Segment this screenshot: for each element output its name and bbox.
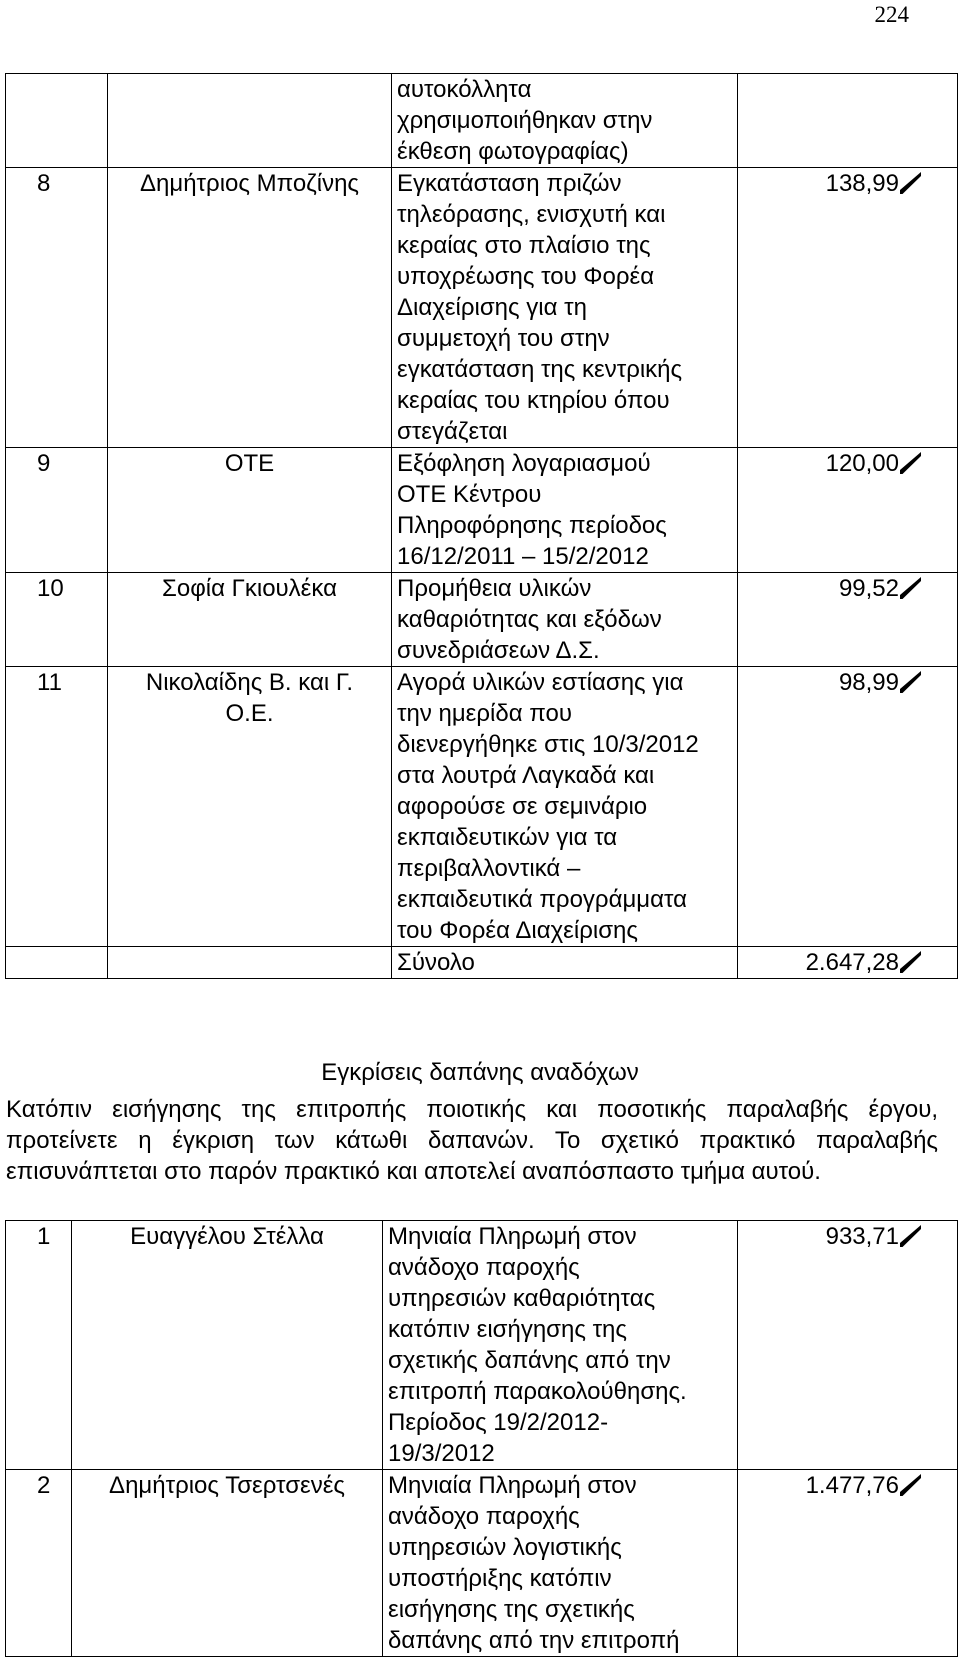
cell-line: Εξόφληση λογαριασμού xyxy=(397,450,651,477)
cell-line: την ημερίδα που xyxy=(397,700,572,727)
amount-cell xyxy=(738,448,958,573)
euro-sign-icon xyxy=(900,671,921,693)
cell-line: ανάδοχο παροχής xyxy=(388,1254,580,1281)
cell-line: καθαριότητας και εξόδων xyxy=(397,606,662,633)
amount-value: 138,99 xyxy=(825,170,899,197)
description-cell xyxy=(392,667,738,947)
amount-value: 99,52 xyxy=(838,575,899,602)
cell-line: Διαχείρισης για τη xyxy=(397,294,587,321)
cell-line: Σοφία Γκιουλέκα xyxy=(162,575,337,602)
amount-cell xyxy=(738,168,958,448)
cell-line: Μηνιαία Πληρωμή στον xyxy=(388,1223,637,1250)
contractor-payments-table-body xyxy=(6,1221,958,1657)
total-row xyxy=(6,947,958,979)
cell-line: Πληροφόρησης περίοδος xyxy=(397,512,667,539)
cell-line: υπηρεσιών λογιστικής xyxy=(388,1534,622,1561)
cell-line: επιτροπή παρακολούθησης. xyxy=(388,1378,687,1405)
cell-line: σχετικής δαπάνης από την xyxy=(388,1347,671,1374)
cell-line: δαπάνης από την επιτροπή xyxy=(388,1627,680,1654)
cell-line: αυτοκόλλητα xyxy=(397,76,532,103)
row-number: 11 xyxy=(6,667,108,947)
cell-line: συμμετοχή του στην xyxy=(397,325,610,352)
cell-line: εισήγησης της σχετικής xyxy=(388,1596,635,1623)
table-row xyxy=(6,74,958,168)
cell-line: Προμήθεια υλικών xyxy=(397,575,592,602)
cell-line: κεραίας του κτηρίου όπου xyxy=(397,387,670,414)
cell-line: υποστήριξης κατόπιν xyxy=(388,1565,612,1592)
description-cell xyxy=(392,168,738,448)
cell-line: Νικολαίδης Β. και Γ. xyxy=(145,669,354,696)
amount-cell xyxy=(738,74,958,168)
expenses-table-body xyxy=(6,74,958,979)
description-cell xyxy=(383,1221,738,1470)
cell-line: 16/12/2011 – 15/2/2012 xyxy=(397,543,649,570)
row-number: 10 xyxy=(6,573,108,667)
cell-line: εκπαιδευτικών για τα xyxy=(397,824,618,851)
description-cell xyxy=(392,573,738,667)
euro-sign-icon xyxy=(900,1474,921,1496)
amount-value: 933,71 xyxy=(825,1223,899,1250)
cell-line: εγκατάσταση της κεντρικής xyxy=(397,356,683,383)
table-row xyxy=(6,168,958,448)
amount-cell xyxy=(738,1470,958,1657)
cell-line: Ο.Ε. xyxy=(225,700,274,727)
cell-line: του Φορέα Διαχείρισης xyxy=(397,917,638,944)
section-intro-paragraph: Κατόπιν εισήγησης της επιτροπής ποιοτικής και ποσοτικής παραλαβής έργου, προτείνετε η έγκριση των κάτωθι δαπανών. Το σχετικό πρακτικό παραλαβής επισυνάπτεται στο παρόν πρακτικό και αποτελεί αναπόσπαστο τμήμα αυτού. xyxy=(6,1096,938,1185)
payee-name-cell xyxy=(72,1221,383,1470)
row-number: 9 xyxy=(6,448,108,573)
euro-sign-icon xyxy=(900,172,921,194)
payee-name-cell xyxy=(108,573,392,667)
table-row xyxy=(6,1470,958,1657)
amount-cell xyxy=(738,667,958,947)
total-label: Σύνολο xyxy=(392,947,738,979)
cell-line: τηλεόρασης, ενισχυτή και xyxy=(397,201,666,228)
empty-cell xyxy=(108,947,392,979)
cell-line: Αγορά υλικών εστίασης για xyxy=(397,669,684,696)
cell-line: έκθεση φωτογραφίας) xyxy=(397,138,629,165)
cell-line: Περίοδος 19/2/2012- xyxy=(388,1409,609,1436)
row-number: 1 xyxy=(6,1221,72,1470)
cell-line: ΟΤΕ Κέντρου xyxy=(397,481,542,508)
euro-sign-icon xyxy=(900,452,921,474)
cell-line: στεγάζεται xyxy=(397,418,508,445)
cell-line: εκπαιδευτικά προγράμματα xyxy=(397,886,688,913)
amount-cell xyxy=(738,1221,958,1470)
cell-line: Δημήτριος Τσερτσενές xyxy=(109,1472,345,1499)
cell-line: στα λουτρά Λαγκαδά και xyxy=(397,762,655,789)
euro-sign-icon xyxy=(900,951,921,973)
empty-cell xyxy=(6,947,108,979)
payee-name-cell xyxy=(72,1470,383,1657)
table-row xyxy=(6,1221,958,1470)
description-cell xyxy=(383,1470,738,1657)
cell-line: Ευαγγέλου Στέλλα xyxy=(130,1223,324,1250)
payee-name-cell xyxy=(108,448,392,573)
euro-sign-icon xyxy=(900,1225,921,1247)
section-heading: Εγκρίσεις δαπάνης αναδόχων xyxy=(321,1059,639,1086)
cell-line: διενεργήθηκε στις 10/3/2012 xyxy=(397,731,699,758)
row-number xyxy=(6,74,108,168)
cell-line: 19/3/2012 xyxy=(388,1440,495,1467)
table-row xyxy=(6,573,958,667)
description-cell xyxy=(392,74,738,168)
euro-sign-icon xyxy=(900,577,921,599)
table-row xyxy=(6,667,958,947)
row-number: 2 xyxy=(6,1470,72,1657)
payee-name-cell xyxy=(108,168,392,448)
expenses-table xyxy=(5,73,958,979)
amount-cell xyxy=(738,947,958,979)
cell-line: κεραίας στο πλαίσιο της xyxy=(397,232,651,259)
cell-line: συνεδριάσεων Δ.Σ. xyxy=(397,637,600,664)
amount-value: 98,99 xyxy=(838,669,899,696)
cell-line: Δημήτριος Μποζίνης xyxy=(140,170,359,197)
contractor-payments-table xyxy=(5,1220,958,1657)
cell-line: ανάδοχο παροχής xyxy=(388,1503,580,1530)
payee-name-cell xyxy=(108,74,392,168)
cell-line: αφορούσε σε σεμινάριο xyxy=(397,793,648,820)
amount-value: 1.477,76 xyxy=(805,1472,899,1499)
amount-cell xyxy=(738,573,958,667)
page-number: 224 xyxy=(874,2,909,27)
cell-line: κατόπιν εισήγησης της xyxy=(388,1316,627,1343)
cell-line: περιβαλλοντικά – xyxy=(397,855,581,882)
cell-line: υπηρεσιών καθαριότητας xyxy=(388,1285,656,1312)
description-cell xyxy=(392,448,738,573)
amount-value: 2.647,28 xyxy=(805,949,899,976)
cell-line: υποχρέωσης του Φορέα xyxy=(397,263,655,290)
cell-line: ΟΤΕ xyxy=(224,450,275,477)
cell-line: Εγκατάσταση πριζών xyxy=(397,170,622,197)
table-row xyxy=(6,448,958,573)
payee-name-cell xyxy=(108,667,392,947)
row-number: 8 xyxy=(6,168,108,448)
cell-line: χρησιμοποιήθηκαν στην xyxy=(397,107,653,134)
amount-value: 120,00 xyxy=(825,450,899,477)
cell-line: Μηνιαία Πληρωμή στον xyxy=(388,1472,637,1499)
